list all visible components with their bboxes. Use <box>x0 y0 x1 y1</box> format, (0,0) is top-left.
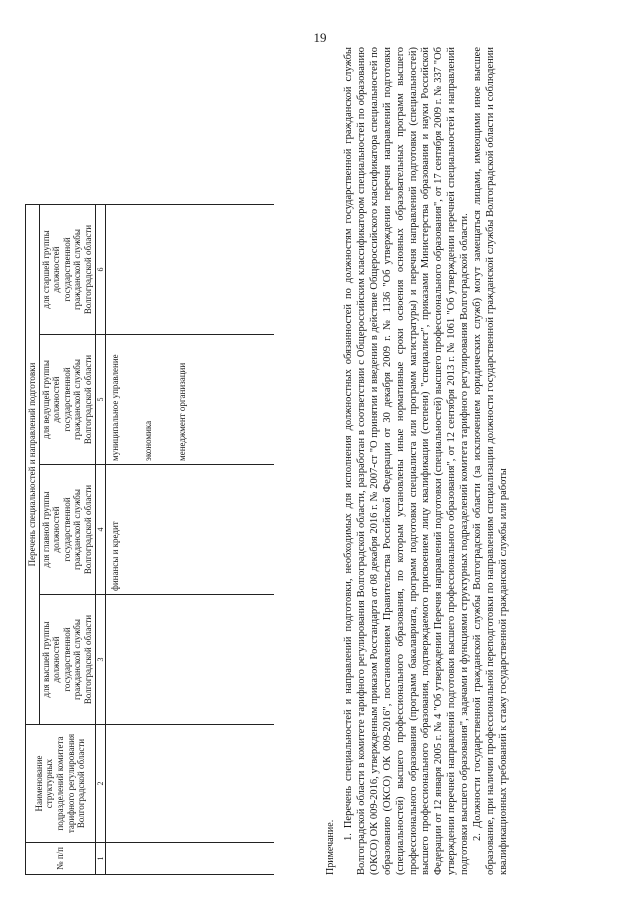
data-cell-division <box>106 725 275 843</box>
header-leading-group: для ведущей группы должностей государственной гражданской службы Волгоградской области <box>39 335 95 465</box>
column-number: 1 <box>95 843 105 875</box>
table-header-row <box>26 205 40 875</box>
header-number: № п/п <box>26 843 96 875</box>
page-number: 19 <box>313 30 327 45</box>
list-item: менеджмент организации <box>176 362 187 461</box>
column-number: 6 <box>95 205 105 335</box>
column-number-row <box>95 205 105 875</box>
list-item: экономика <box>143 420 154 461</box>
data-cell-number <box>106 843 275 875</box>
header-highest-group: для высшей группы должностей государственной гражданской службы Волгоградской области <box>39 595 95 725</box>
data-cell-highest <box>106 595 275 725</box>
header-senior-group: для старшей группы должностей государственной гражданской службы Волгоградской области <box>39 205 95 335</box>
column-number: 3 <box>95 595 105 725</box>
table-data-row <box>106 205 275 875</box>
data-cell-main <box>106 465 275 595</box>
header-division-name: Наименование структурных подразделений комитета тарифного регулирования Волгоградской области <box>26 725 96 843</box>
data-cell-senior <box>106 205 275 335</box>
column-number: 4 <box>95 465 105 595</box>
column-number: 5 <box>95 335 105 465</box>
note-label: Примечание. <box>325 819 336 875</box>
rotated-page-content <box>25 45 625 875</box>
header-specialties-group: Перечень специальностей и направлений подготовки <box>26 205 40 725</box>
column-number: 2 <box>95 725 105 843</box>
header-main-group: для главной группы должностей государственной гражданской службы Волгоградской области <box>39 465 95 595</box>
list-item: муниципальное управление <box>110 354 121 461</box>
note-paragraph: 1. Перечень специальностей и направлений подготовки, необходимых для исполнения должностных обязанностей по должностям государственной гражданской службы Волгоградской области в комитете тарифного регулирования Волгоградской области, разработан в соответствии с Общероссийским классификатором специальностей по образованию (ОКСО) ОК 009-2016, утвержденным приказом Росстандарта от 08 декабря 2016 г. № 2007-ст "О принятии и введении в действие Общероссийского классификатора специальностей по образованию (ОКСО) ОК 009-2016", постановлением Правительства Российской Федерации от 30 декабря 2009 г. № 1136 "Об утверждении перечня направлений подготовки (специальностей) высшего профессионального образования, по которым установлены иные нормативные сроки освоения основных образовательных программ высшего профессионального образования (программ бакалавриата, программ подготовки специалиста или программ магистратуры) и перечня направлений подготовки (специальностей) высшего профессионального образования, подтверждаемого присвоением лицу квалификации (степени) "специалист", приказами Министерства образования и науки Российской Федерации от 12 января 2005 г. № 4 "Об утверждении Перечня направлений подготовки (специальностей) высшего профессионального образования", от 17 сентября 2009 г. № 337 "Об утверждении перечней направлений подготовки высшего профессионального образования", от 12 сентября 2013 г. № 1061 "Об утверждении перечней специальностей и направлений подготовки высшего образования", задачами и функциями структурных подразделений комитета тарифного регулирования Волгоградской области. <box>343 47 471 875</box>
data-cell-leading <box>106 335 275 465</box>
list-item: финансы и кредит <box>110 521 121 591</box>
note-paragraph: 2. Должности государственной гражданской службы Волгоградской области (за исключением юридических служб) могут замещаться лицами, имеющими иное высшее образование, при наличии профессиональной переподготовки по направлениям специализации должности государственной гражданской службы Волгоградской области и соблюдении квалификационных требований к стажу государственной гражданской службы или работы <box>472 47 509 875</box>
notes-body <box>343 47 511 875</box>
specialties-table <box>25 204 274 875</box>
